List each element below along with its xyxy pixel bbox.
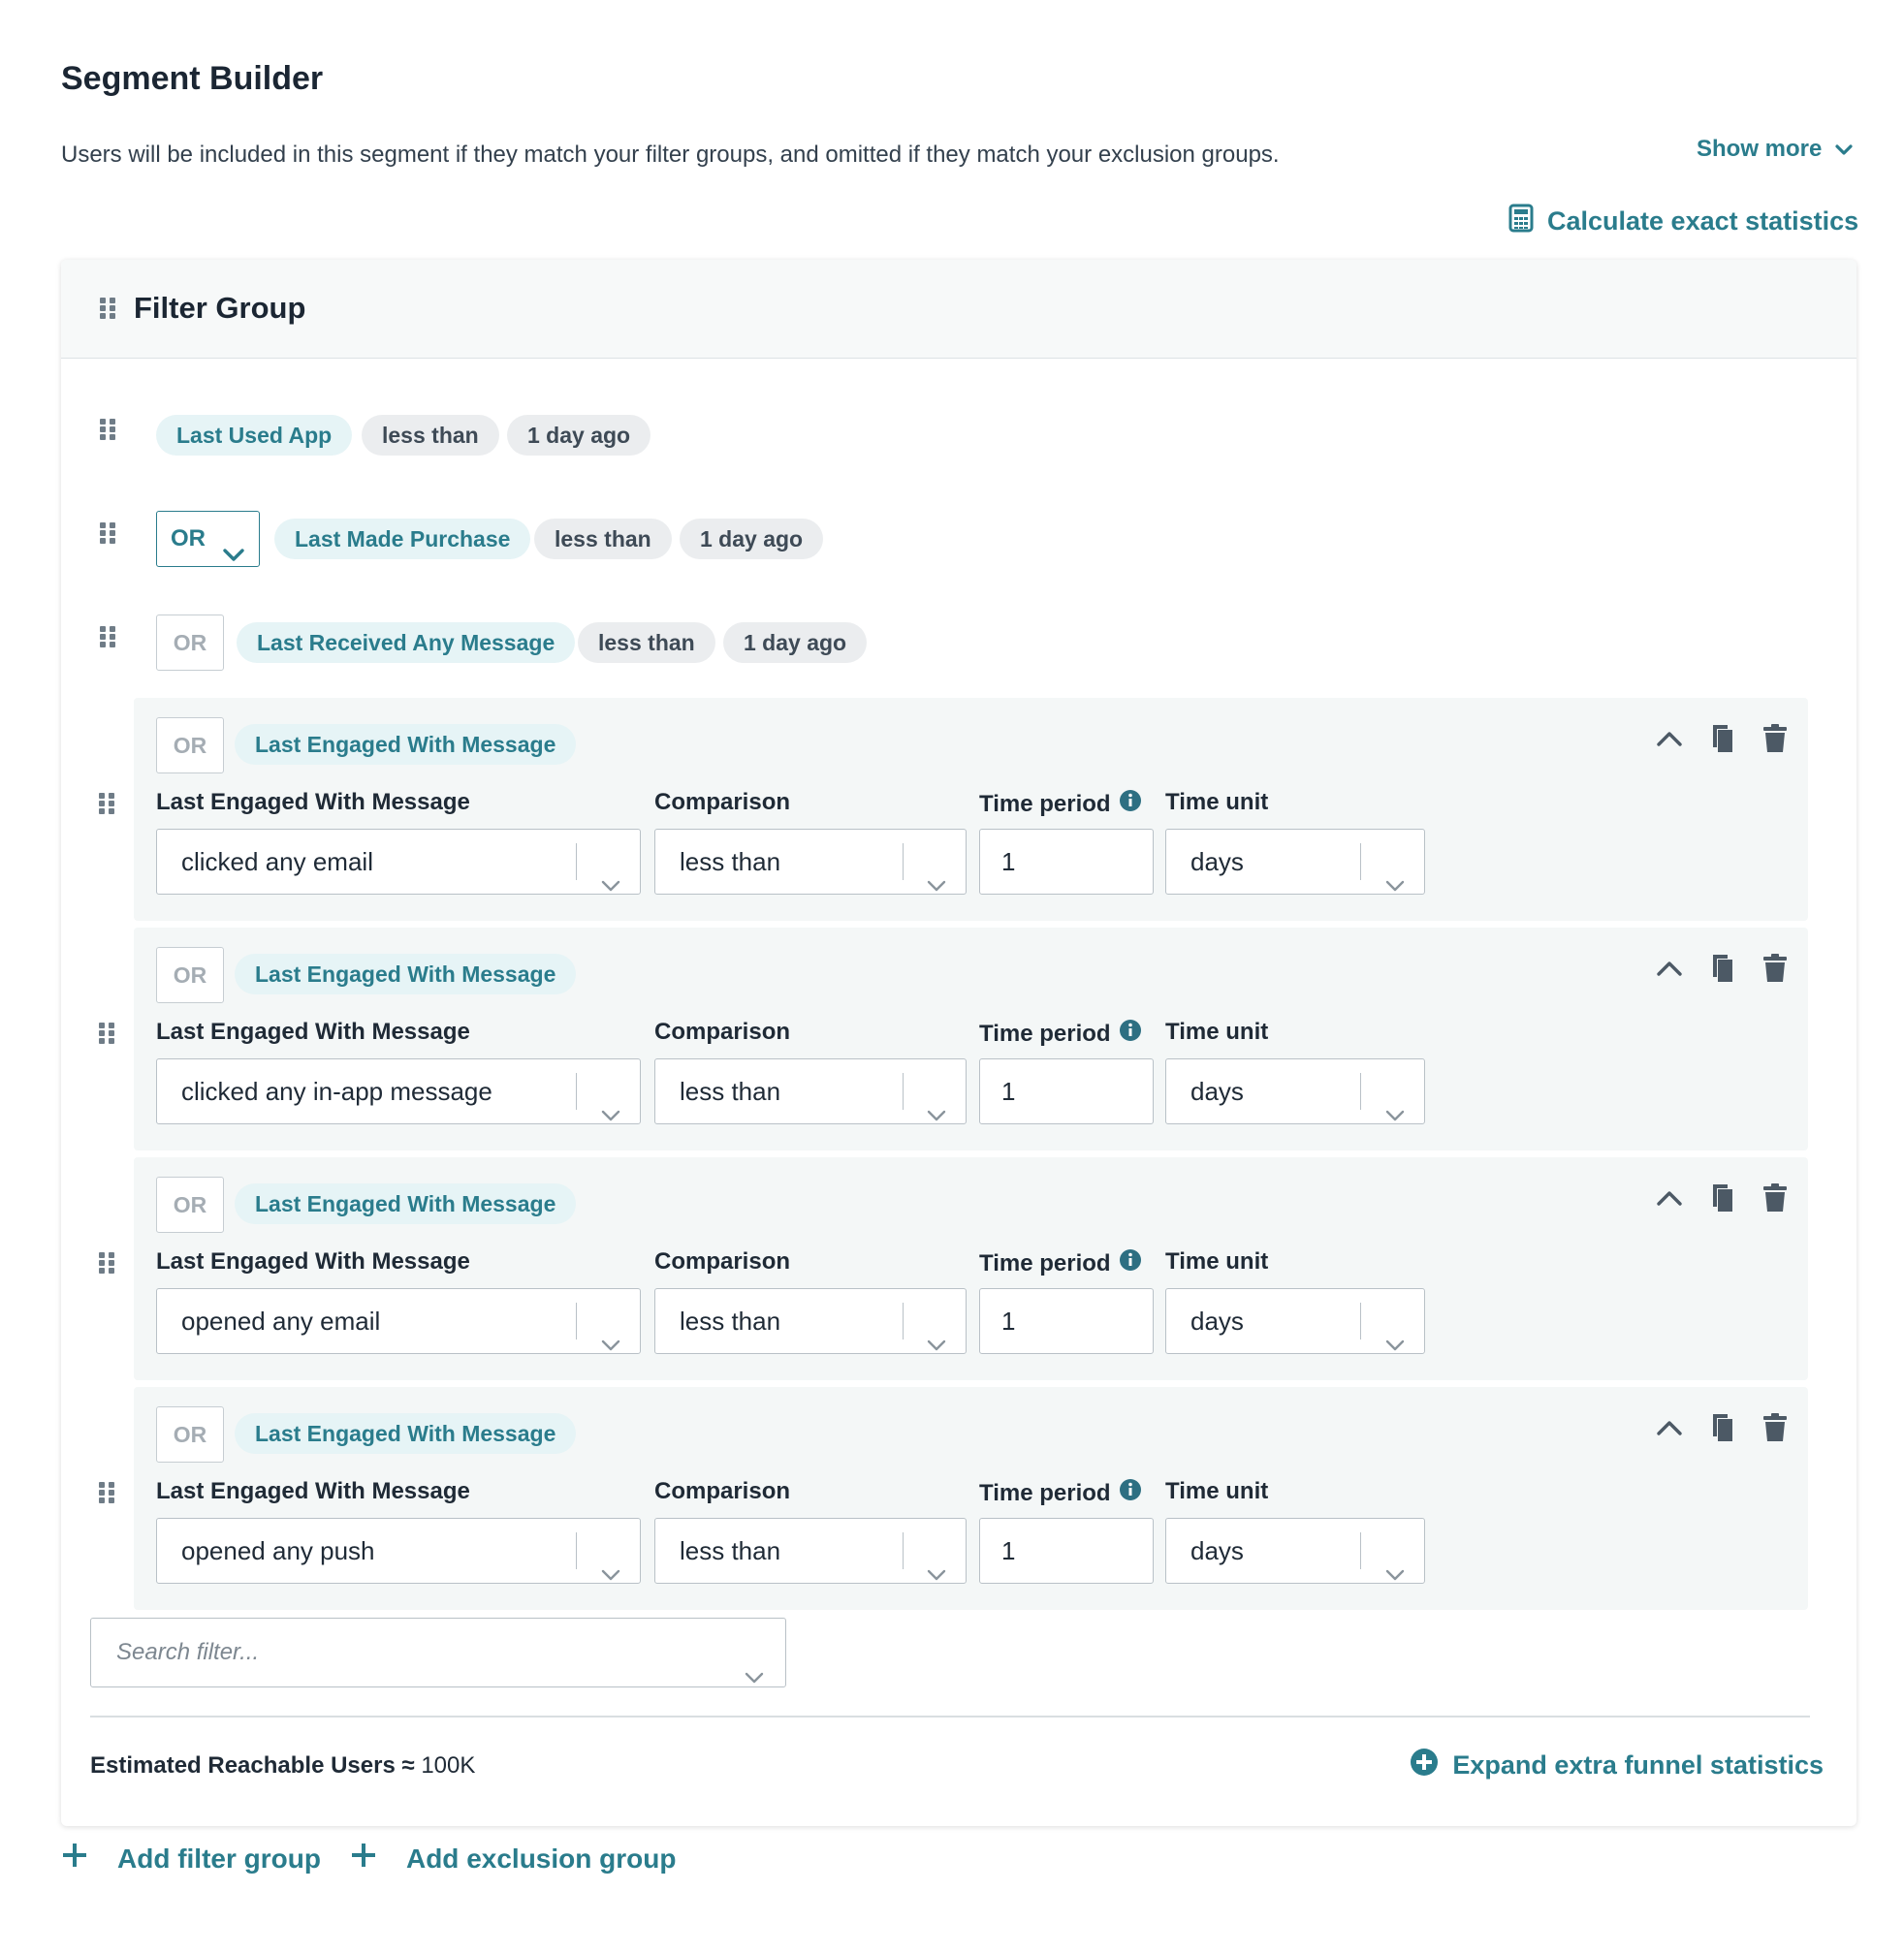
search-filter-placeholder: Search filter... [116,1639,260,1665]
add-group-links [61,1842,676,1875]
select-separator [903,1532,904,1569]
filter-select-value: opened any push [181,1536,375,1565]
chevron-up-icon[interactable] [1655,1418,1684,1442]
trash-icon[interactable] [1761,723,1789,759]
connector-select[interactable] [156,511,260,567]
estimate-value: 100K [421,1752,476,1779]
info-icon[interactable] [1119,1248,1142,1278]
filter-group-header [61,260,1856,359]
expanded-filter-row [134,1157,1808,1380]
expanded-filter-row [134,698,1808,921]
comparison-field-label: Comparison [654,789,791,815]
time-period-label [979,1019,1142,1049]
row-actions [1655,723,1789,759]
filter-field-label: Last Engaged With Message [156,1248,470,1275]
info-icon[interactable] [1119,1019,1142,1049]
filter-row [61,405,1856,463]
page-title: Segment Builder [61,60,324,97]
filter-row [61,509,1856,567]
calculate-statistics-button[interactable] [1508,204,1858,239]
copy-icon[interactable] [1709,1412,1736,1448]
filter-pill: Last Engaged With Message [235,1413,576,1454]
filter-group-title: Filter Group [134,291,306,325]
time-period-input[interactable]: 1 [979,829,1154,895]
add-exclusion-group-label: Add exclusion group [405,1843,677,1874]
time-period-label-text: Time period [979,1479,1111,1506]
select-separator [576,843,577,880]
copy-icon[interactable] [1709,723,1736,759]
trash-icon[interactable] [1761,1182,1789,1218]
expand-funnel-statistics-label: Expand extra funnel statistics [1452,1750,1824,1780]
select-separator [903,843,904,880]
value-pill[interactable]: 1 day ago [723,622,867,663]
plus-icon [61,1842,88,1875]
comparison-select-value: less than [680,1536,781,1565]
drag-handle-icon[interactable] [98,624,117,649]
filter-field-label: Last Engaged With Message [156,789,470,815]
row-actions [1655,1182,1789,1218]
add-filter-group-label: Add filter group [117,1843,321,1874]
add-exclusion-group-button[interactable] [350,1842,676,1875]
time-period-input[interactable]: 1 [979,1058,1154,1124]
trash-icon[interactable] [1761,1412,1789,1448]
comparison-pill[interactable]: less than [362,415,499,456]
comparison-field-label: Comparison [654,1478,791,1504]
filter-field-label: Last Engaged With Message [156,1019,470,1045]
copy-icon[interactable] [1709,1182,1736,1218]
time-period-label [979,1478,1142,1508]
chevron-down-icon [925,853,948,917]
comparison-select-value: less than [680,1307,781,1336]
estimated-reachable-users [90,1752,475,1780]
time-unit-select-value: days [1190,1077,1244,1106]
time-period-label-text: Time period [979,1020,1111,1047]
chevron-up-icon[interactable] [1655,1188,1684,1213]
divider [90,1716,1810,1718]
time-period-label-text: Time period [979,1249,1111,1276]
connector-label: OR [171,525,206,552]
page-description: Users will be included in this segment if they match your filter groups, and omitted if they match your exclusion groups. [61,142,1280,168]
plus-circle-icon [1410,1748,1439,1783]
info-icon[interactable] [1119,789,1142,819]
comparison-pill[interactable]: less than [534,519,672,559]
expand-funnel-statistics-button[interactable] [1410,1748,1824,1783]
connector-label: OR [156,947,224,1003]
filter-pill: Last Engaged With Message [235,954,576,994]
add-filter-group-button[interactable] [61,1842,321,1875]
show-more-label: Show more [1697,136,1823,162]
connector-label: OR [156,1177,224,1233]
drag-handle-icon[interactable] [98,520,117,546]
time-period-input[interactable]: 1 [979,1288,1154,1354]
time-unit-select-value: days [1190,847,1244,876]
time-unit-select-value: days [1190,1307,1244,1336]
chevron-down-icon [599,1083,622,1147]
select-separator [576,1073,577,1110]
chevron-down-icon [1835,136,1853,163]
select-separator [1360,1073,1361,1110]
calculate-statistics-label: Calculate exact statistics [1547,206,1859,236]
row-actions [1655,1412,1789,1448]
chevron-down-icon [1383,853,1407,917]
chevron-down-icon [925,1083,948,1147]
filter-group-card [61,260,1856,1826]
filter-select[interactable] [156,1058,641,1124]
comparison-field-label: Comparison [654,1019,791,1045]
copy-icon[interactable] [1709,953,1736,989]
drag-handle-icon[interactable] [97,1250,116,1276]
time-period-label [979,789,1142,819]
comparison-select[interactable] [654,829,967,895]
drag-handle-icon[interactable] [98,296,117,321]
search-filter-input[interactable] [90,1618,786,1687]
filter-pill: Last Engaged With Message [235,1183,576,1224]
chevron-down-icon [1383,1542,1407,1606]
chevron-down-icon [743,1645,766,1713]
trash-icon[interactable] [1761,953,1789,989]
chevron-down-icon [599,853,622,917]
comparison-select[interactable] [654,1058,967,1124]
expanded-filter-row [134,1387,1808,1610]
chevron-down-icon [925,1312,948,1376]
filter-field-label: Last Engaged With Message [156,1478,470,1504]
filter-select[interactable] [156,829,641,895]
estimate-label: Estimated Reachable Users ≈ [90,1752,415,1779]
comparison-field-label: Comparison [654,1248,791,1275]
time-unit-select[interactable] [1165,829,1425,895]
drag-handle-icon[interactable] [98,417,117,442]
filter-pill[interactable]: Last Made Purchase [274,519,530,559]
time-unit-label: Time unit [1165,1248,1269,1275]
filter-select-value: clicked any email [181,847,373,876]
info-icon[interactable] [1119,1478,1142,1508]
drag-handle-icon[interactable] [97,1480,116,1505]
select-separator [1360,1303,1361,1339]
filter-pill: Last Engaged With Message [235,724,576,765]
filter-select-value: clicked any in-app message [181,1077,492,1106]
time-unit-label: Time unit [1165,789,1269,815]
time-unit-select-value: days [1190,1536,1244,1565]
row-actions [1655,953,1789,989]
chevron-down-icon [222,529,245,583]
time-period-label [979,1248,1142,1278]
chevron-down-icon [1383,1083,1407,1147]
drag-handle-icon[interactable] [97,791,116,816]
drag-handle-icon[interactable] [97,1021,116,1046]
filter-select-value: opened any email [181,1307,381,1336]
connector-label: OR [156,1406,224,1463]
filter-select[interactable] [156,1288,641,1354]
time-unit-select[interactable] [1165,1058,1425,1124]
select-separator [903,1073,904,1110]
filter-select[interactable] [156,1518,641,1584]
comparison-select[interactable] [654,1288,967,1354]
time-unit-select[interactable] [1165,1518,1425,1584]
select-separator [903,1303,904,1339]
chevron-down-icon [599,1312,622,1376]
time-unit-label: Time unit [1165,1019,1269,1045]
chevron-up-icon[interactable] [1655,729,1684,753]
value-pill[interactable]: 1 day ago [680,519,823,559]
filter-row [61,613,1856,671]
plus-icon [350,1842,377,1875]
value-pill[interactable]: 1 day ago [507,415,651,456]
comparison-pill[interactable]: less than [578,622,715,663]
filter-pill[interactable]: Last Used App [156,415,352,456]
select-separator [576,1303,577,1339]
comparison-select-value: less than [680,1077,781,1106]
select-separator [1360,843,1361,880]
time-period-input[interactable]: 1 [979,1518,1154,1584]
connector-label: OR [156,717,224,773]
time-period-label-text: Time period [979,790,1111,817]
comparison-select-value: less than [680,847,781,876]
time-unit-label: Time unit [1165,1478,1269,1504]
calculator-icon [1508,204,1534,239]
comparison-select[interactable] [654,1518,967,1584]
show-more-link[interactable] [1697,136,1853,163]
expanded-filter-row [134,928,1808,1150]
filter-pill[interactable]: Last Received Any Message [237,622,575,663]
select-separator [576,1532,577,1569]
chevron-down-icon [1383,1312,1407,1376]
connector-label: OR [156,615,224,671]
chevron-down-icon [599,1542,622,1606]
time-unit-select[interactable] [1165,1288,1425,1354]
chevron-down-icon [925,1542,948,1606]
select-separator [1360,1532,1361,1569]
chevron-up-icon[interactable] [1655,959,1684,983]
